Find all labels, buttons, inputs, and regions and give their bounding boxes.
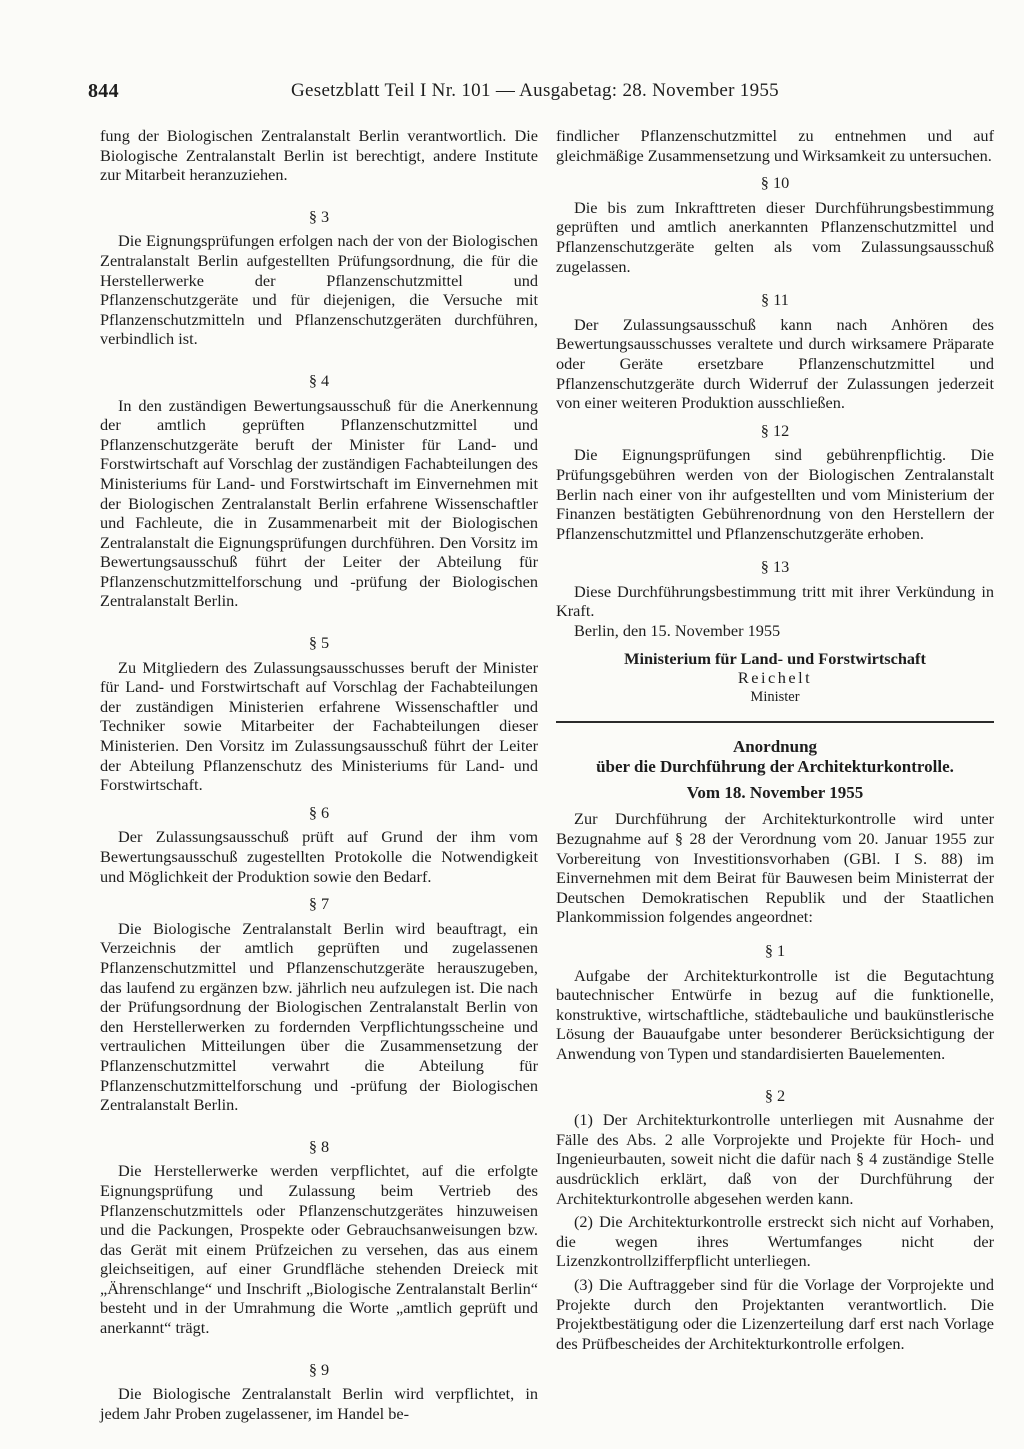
header-title: Gesetzblatt Teil I Nr. 101 — Ausgabetag: 28. November 1955 (291, 80, 779, 101)
section-13-title: § 13 (760, 557, 790, 577)
section-9-text: Die Biologische Zentralanstalt Berlin wird verpflichtet, in jedem Jahr Proben zugelassener, im Handel be- (100, 1384, 538, 1423)
article-2-para-3: (3) Die Auftraggeber sind für die Vorlage der Vorprojekte und Projekte durch den Projektanten verantwortlich. Die Projektbestätigung oder die Lizenzerteilung darf erst nach Vorlage des Prüfbescheides der Architekturkontrolle erfolgen. (556, 1274, 994, 1353)
section-3-title: § 3 (308, 206, 330, 226)
section-7-title: § 7 (308, 894, 330, 914)
section-11-text: Der Zulassungsausschuß kann nach Anhören des Bewertungsausschusses veraltete und durch wirksamere Präparate oder Geräte ersetzbare Pflanzenschutzmittel und Pflanzenschutzgeräte durch Widerruf der Zulassungen jederzeit von einer weiteren Produktion ausschließen. (556, 314, 994, 413)
place-date: Berlin, den 15. November 1955 (574, 621, 781, 641)
article-2-title: § 2 (764, 1085, 786, 1105)
anordnung-intro: Zur Durchführung der Architekturkontrolle wird unter Bezugnahme auf § 28 der Verordnung vom 20. Januar 1955 zur Vorbereitung von Investitionsvorhaben (GBl. I S. 88) im Einvernehmen mit dem Beirat für Bauwesen beim Ministerrat der Deutschen Demokratischen Republik und der Staatlichen Plankommission folgendes angeordnet: (556, 809, 994, 927)
article-1-title: § 1 (764, 941, 786, 960)
paragraph-intro-right: findlicher Pflanzenschutzmittel zu entnehmen und auf gleichmäßige Zusammensetzung und Wirksamkeit zu untersuchen. (556, 126, 994, 165)
signer-role: Minister (750, 688, 800, 705)
section-8-text: Die Herstellerwerke werden verpflichtet, auf die erfolgte Eignungsprüfung und Zulassung beim Vertrieb des Pflanzenschutzmittels oder Pflanzenschutzgerätes hinzuweisen und die Packungen, Prospekte oder Gebrauchsanweisungen bzw. das Gerät mit einem Prüfzeichen zu versehen, das aus einem gleichseitigen, auf einer Grundfläche stehenden Dreieck mit „Ährenschlange“ und Inschrift „Biologische Zentralanstalt Berlin“ besteht und in der Umrahmung die Worte „amtlich geprüft und anerkannt“ trägt. (100, 1161, 538, 1338)
section-10-title: § 10 (760, 173, 790, 193)
left-column (100, 126, 538, 1423)
section-6-text: Der Zulassungsausschuß prüft auf Grund der ihm vom Bewertungsausschuß zugestellten Protokolle die Notwendigkeit und Möglichkeit der Produktion sowie den Bedarf. (100, 827, 538, 886)
anordnung-title: Anordnung (732, 737, 818, 757)
section-12-text: Die Eignungsprüfungen sind gebührenpflichtig. Die Prüfungsgebühren werden von der Biologischen Zentralanstalt Berlin nach einer von ihr aufgestellten und vom Ministerium der Finanzen bestätigten Gebührenordnung von den Herstellern der Pflanzenschutzmittel und Pflanzenschutzgeräte erhoben. (556, 445, 994, 543)
paragraph-intro: fung der Biologischen Zentralanstalt Berlin verantwortlich. Die Biologische Zentralanstalt Berlin ist berechtigt, andere Institute zur Mitarbeit heranzuziehen. (100, 126, 538, 185)
article-1-text: Aufgabe der Architekturkontrolle ist die Begutachtung bautechnischer Entwürfe in bezug auf die funktionelle, konstruktive, wirtschaftliche, städtebauliche und baukünstlerische Lösung der Bauaufgabe unter besonderer Berücksichtigung der Anwendung von Typen und standardisierten Bauelementen. (556, 965, 994, 1063)
ministry-name: Ministerium für Land- und Forstwirtschaft (624, 648, 926, 668)
section-3-text: Die Eignungsprüfungen erfolgen nach der von der Biologischen Zentralanstalt Berlin aufgestellten Prüfungsordnung, die für die Herstellerwerke der Pflanzenschutzmittel und Pflanzenschutzgeräte und für diejenigen, die Versuche mit Pflanzenschutzmitteln und Pflanzenschutzgeräten durchführen, verbindlich ist. (100, 231, 538, 349)
signer-name: Reichelt (737, 668, 813, 688)
section-divider (556, 721, 994, 723)
section-4-title: § 4 (308, 370, 330, 390)
section-5-title: § 5 (308, 633, 330, 653)
page-header (88, 80, 998, 110)
article-2-para-2: (2) Die Architekturkontrolle erstreckt sich nicht auf Vorhaben, die wegen ihres Wertumfanges nicht der Lizenzkontrollzifferpflicht unterliegen. (556, 1212, 994, 1271)
anordnung-subtitle: über die Durchführung der Architekturkontrolle. (596, 757, 954, 777)
section-7-text: Die Biologische Zentralanstalt Berlin wird beauftragt, ein Verzeichnis der amtlich geprüften und zugelassenen Pflanzenschutzmittel und Pflanzenschutzgeräte herauszugeben, das laufend zu ergänzen bzw. jährlich neu aufzulegen ist. Die nach der Prüfungsordnung der Biologischen Zentralanstalt Berlin von den Herstellerwerken zu fordernden Verpflichtungsscheine und vertraulichen Mitteilungen über die Zusammensetzung der Pflanzenschutzmittel verwahrt die Abteilung für Pflanzenschutzmittelforschung und -prüfung der Biologischen Zentralanstalt Berlin. (100, 918, 538, 1115)
section-12-title: § 12 (760, 420, 790, 440)
right-column (556, 126, 994, 1353)
section-4-text: In den zuständigen Bewertungsausschuß für die Anerkennung der amtlich geprüften Pflanzenschutzmittel und Pflanzenschutzgeräte beruft der Minister für Land- und Forstwirtschaft auf Vorschlag der zuständigen Fachabteilungen des Ministeriums für Land- und Forstwirtschaft im Einvernehmen mit der Biologischen Zentralanstalt Berlin erfahrene Wissenschaftler und Fachleute, die in Zusammenarbeit mit der Biologischen Zentralanstalt die Eignungsprüfungen durchführen. Den Vorsitz im Bewertungsausschuß führt der Leiter der Abteilung für Pflanzenschutzmittelforschung und -prüfung der Biologischen Zentralanstalt Berlin. (100, 395, 538, 611)
article-2-para-1: (1) Der Architekturkontrolle unterliegen mit Ausnahme der Fälle des Abs. 2 alle Vorprojekte und Projekte für Hoch- und Ingenieurbauten, soweit nicht die dafür nach § 4 zuständige Stelle ausdrücklich erklärt, daß von der Durchführung der Architekturkontrolle abgesehen werden kann. (556, 1110, 994, 1208)
section-11-title: § 11 (761, 290, 789, 310)
section-6-title: § 6 (308, 802, 330, 822)
section-10-text: Die bis zum Inkrafttreten dieser Durchführungsbestimmung geprüften und amtlich anerkannten Pflanzenschutzmittel und Pflanzenschutzgeräte gelten als vom Zulassungsausschuß zugelassen. (556, 197, 994, 276)
section-13-text: Diese Durchführungsbestimmung tritt mit ihrer Verkündung in Kraft. (556, 581, 994, 621)
page-number: 844 (88, 80, 119, 102)
section-8-title: § 8 (308, 1136, 330, 1156)
section-5-text: Zu Mitgliedern des Zulassungsausschusses beruft der Minister für Land- und Forstwirtschaft auf Vorschlag der Fachabteilungen der zuständigen Ministerien erfahrene Wissenschaftler und Techniker sowie Mitarbeiter der Fachabteilungen dieser Ministerien. Den Vorsitz im Zulassungsausschuß führt der Leiter der Abteilung Pflanzenschutz des Ministeriums für Land- und Forstwirtschaft. (100, 657, 538, 795)
section-9-title: § 9 (308, 1359, 330, 1379)
anordnung-date: Vom 18. November 1955 (686, 783, 864, 803)
